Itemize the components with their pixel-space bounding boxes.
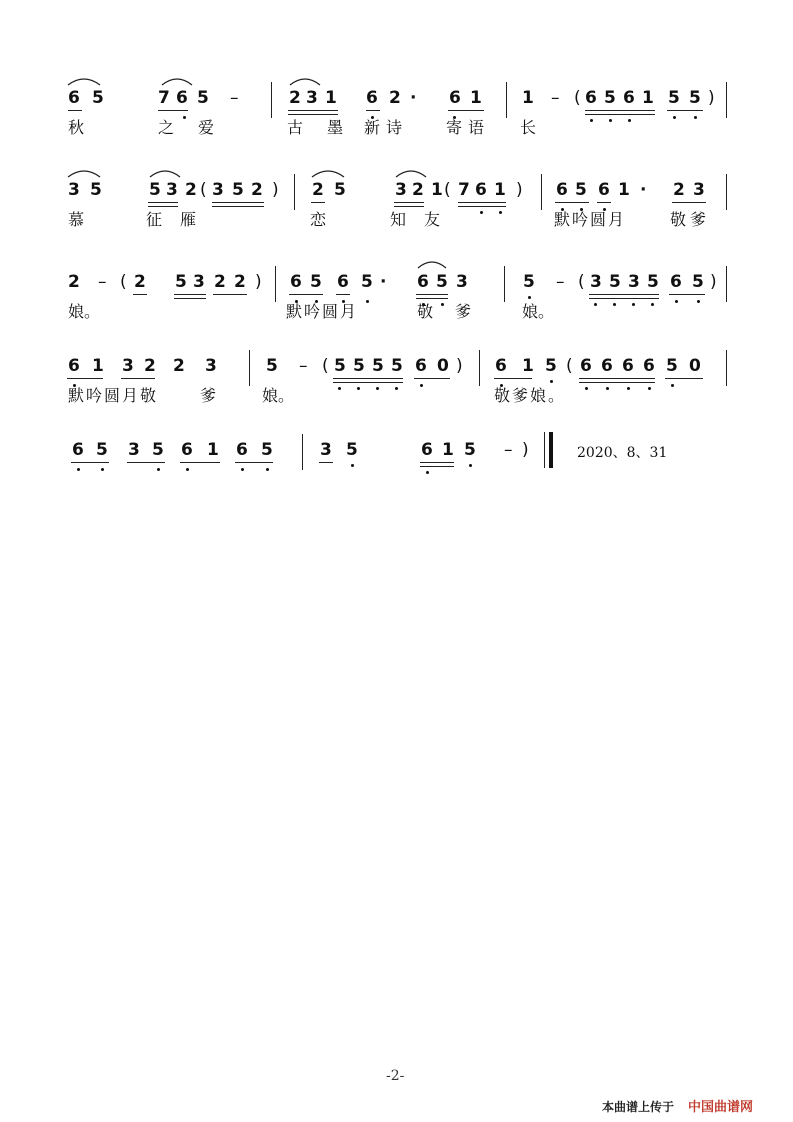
slur — [148, 168, 182, 178]
octave-dot — [420, 384, 423, 387]
dash: – — [504, 440, 513, 460]
underline — [669, 294, 705, 295]
note: 6 — [449, 88, 461, 108]
note: 6 — [601, 356, 613, 376]
note: 5 — [372, 356, 384, 376]
note: 3 — [68, 180, 80, 200]
underline — [416, 294, 448, 295]
upload-credit: 本曲谱上传于 — [602, 1100, 675, 1114]
note: 6 — [290, 272, 302, 292]
octave-dot — [338, 387, 341, 390]
octave-dot — [585, 387, 588, 390]
barline — [302, 434, 303, 470]
lyric: 爹 — [200, 386, 217, 405]
note: 2 — [234, 272, 246, 292]
note: 6 — [475, 180, 487, 200]
note: 1 — [325, 88, 337, 108]
note: 7 — [458, 180, 470, 200]
note: 1 — [642, 88, 654, 108]
note: 6 — [337, 272, 349, 292]
note: 5 — [152, 440, 164, 460]
note: 6 — [68, 356, 80, 376]
lyric: 友 — [424, 210, 441, 229]
system-5 — [0, 432, 793, 512]
note: 3 — [122, 356, 134, 376]
note: 5 — [175, 272, 187, 292]
paren-open: ( — [578, 272, 585, 292]
underline — [333, 382, 403, 383]
paren-open: ( — [574, 88, 581, 108]
barline — [506, 82, 507, 118]
underline — [585, 114, 655, 115]
lyric: 知 — [390, 210, 407, 229]
site-logo[interactable]: 中国曲谱网 — [688, 1100, 754, 1115]
octave-dot — [441, 303, 444, 306]
paren-open: ( — [566, 356, 573, 376]
note: 6 — [556, 180, 568, 200]
note: 3 — [395, 180, 407, 200]
note: 2 — [185, 180, 197, 200]
barline — [271, 82, 272, 118]
octave-dot — [613, 303, 616, 306]
barline — [275, 266, 276, 302]
note: 5 — [92, 88, 104, 108]
note: 6 — [623, 88, 635, 108]
octave-dot — [376, 387, 379, 390]
paren-open: ( — [444, 180, 451, 200]
underline — [333, 378, 403, 379]
underline — [212, 206, 264, 207]
note: 5 — [668, 88, 680, 108]
barline — [249, 350, 250, 386]
note: 1 — [522, 356, 534, 376]
note: 6 — [72, 440, 84, 460]
lyric: 默吟圆月敬 — [68, 386, 159, 405]
underline — [158, 110, 188, 111]
note: 5 — [346, 440, 358, 460]
lyric: 之 — [158, 118, 175, 137]
note: 3 — [590, 272, 602, 292]
paren-close: ) — [710, 272, 717, 292]
lyric: 敬 — [417, 302, 434, 321]
octave-dot — [673, 116, 676, 119]
underline — [579, 382, 655, 383]
dash: – — [299, 356, 308, 376]
underline — [213, 294, 247, 295]
underline — [319, 462, 333, 463]
note: 6 — [670, 272, 682, 292]
dash: – — [98, 272, 107, 292]
lyric: 征 — [146, 210, 163, 229]
dot: · — [640, 180, 647, 200]
lyric: 娘。 — [68, 302, 101, 321]
note: 6 — [643, 356, 655, 376]
octave-dot — [651, 303, 654, 306]
octave-dot — [241, 468, 244, 471]
barline — [726, 82, 727, 118]
underline — [288, 110, 338, 111]
lyric: 默吟圆月 — [554, 210, 627, 229]
underline — [420, 462, 454, 463]
lyric: 雁 — [180, 210, 197, 229]
system-1 — [0, 72, 793, 152]
note: 6 — [421, 440, 433, 460]
barline — [294, 174, 295, 210]
note: 5 — [391, 356, 403, 376]
note: 1 — [207, 440, 219, 460]
note: 3 — [628, 272, 640, 292]
slur — [66, 76, 102, 86]
octave-dot — [648, 387, 651, 390]
underline — [289, 294, 323, 295]
paren-open: ( — [200, 180, 207, 200]
octave-dot — [528, 296, 531, 299]
underline — [394, 206, 424, 207]
note: 5 — [647, 272, 659, 292]
lyric: 诗 — [386, 118, 403, 137]
note: 1 — [470, 88, 482, 108]
note: 2 — [389, 88, 401, 108]
underline — [585, 110, 655, 111]
paren-close: ) — [522, 440, 529, 460]
note: 5 — [361, 272, 373, 292]
underline — [133, 294, 147, 295]
note: 1 — [522, 88, 534, 108]
underline — [148, 202, 178, 203]
lyric: 秋 — [68, 118, 85, 137]
note: 2 — [173, 356, 185, 376]
underline — [71, 462, 109, 463]
underline — [589, 294, 659, 295]
underline — [414, 378, 450, 379]
octave-dot — [186, 468, 189, 471]
octave-dot — [628, 119, 631, 122]
paren-close: ) — [456, 356, 463, 376]
note: 5 — [464, 440, 476, 460]
underline — [416, 298, 448, 299]
lyric: 敬爹 — [670, 210, 711, 229]
dash: – — [551, 88, 560, 108]
system-3 — [0, 256, 793, 336]
octave-dot — [590, 119, 593, 122]
note: 5 — [604, 88, 616, 108]
octave-dot — [183, 116, 186, 119]
note: 5 — [666, 356, 678, 376]
note: 6 — [181, 440, 193, 460]
underline — [589, 298, 659, 299]
underline — [420, 466, 454, 467]
note: 6 — [68, 88, 80, 108]
note: 3 — [166, 180, 178, 200]
note: 5 — [261, 440, 273, 460]
note: 2 — [68, 272, 80, 292]
underline — [366, 110, 380, 111]
note: 6 — [598, 180, 610, 200]
barline — [726, 174, 727, 210]
note: 6 — [622, 356, 634, 376]
note: 1 — [618, 180, 630, 200]
note: 5 — [545, 356, 557, 376]
lyric: 语 — [468, 118, 485, 137]
slur — [288, 76, 322, 86]
lyric: 慕 — [68, 210, 85, 229]
octave-dot — [426, 471, 429, 474]
octave-dot — [366, 300, 369, 303]
note: 3 — [205, 356, 217, 376]
underline — [148, 206, 178, 207]
underline — [597, 202, 611, 203]
underline — [394, 202, 424, 203]
octave-dot — [357, 387, 360, 390]
underline — [667, 110, 703, 111]
note: 2 — [412, 180, 424, 200]
octave-dot — [157, 468, 160, 471]
underline — [672, 202, 706, 203]
note: 3 — [456, 272, 468, 292]
lyric: 爹 — [455, 302, 472, 321]
underline — [68, 110, 82, 111]
note: 5 — [689, 88, 701, 108]
note: 0 — [689, 356, 701, 376]
final-barline-thin — [544, 432, 545, 468]
final-barline-thick — [549, 432, 553, 468]
underline — [579, 378, 655, 379]
note: 3 — [193, 272, 205, 292]
note: 5 — [353, 356, 365, 376]
lyric: 长 — [520, 118, 537, 137]
note: 6 — [415, 356, 427, 376]
note: 2 — [144, 356, 156, 376]
octave-dot — [627, 387, 630, 390]
note: 5 — [149, 180, 161, 200]
note: 2 — [251, 180, 263, 200]
underline — [665, 378, 703, 379]
barline — [504, 266, 505, 302]
underline — [336, 294, 350, 295]
octave-dot — [671, 384, 674, 387]
octave-dot — [606, 387, 609, 390]
note: 5 — [436, 272, 448, 292]
octave-dot — [266, 468, 269, 471]
lyric: 墨 — [327, 118, 344, 137]
octave-dot — [101, 468, 104, 471]
note: 2 — [289, 88, 301, 108]
note: 5 — [310, 272, 322, 292]
octave-dot — [694, 116, 697, 119]
system-4 — [0, 348, 793, 428]
paren-close: ) — [272, 180, 279, 200]
underline — [180, 462, 220, 463]
note: 5 — [575, 180, 587, 200]
note: 5 — [197, 88, 209, 108]
lyric: 爱 — [198, 118, 215, 137]
note: 3 — [693, 180, 705, 200]
page-number: -2- — [386, 1068, 405, 1084]
dash: – — [556, 272, 565, 292]
lyric: 娘。 — [522, 302, 555, 321]
note: 5 — [523, 272, 535, 292]
note: 6 — [176, 88, 188, 108]
note: 5 — [96, 440, 108, 460]
note: 5 — [609, 272, 621, 292]
octave-dot — [594, 303, 597, 306]
lyric: 默吟圆月 — [286, 302, 359, 321]
barline — [726, 266, 727, 302]
underline — [458, 202, 506, 203]
underline — [121, 378, 155, 379]
dot: · — [380, 272, 387, 292]
dot: · — [410, 88, 417, 108]
octave-dot — [77, 468, 80, 471]
note: 3 — [128, 440, 140, 460]
note: 5 — [90, 180, 102, 200]
underline — [174, 294, 206, 295]
note: 3 — [320, 440, 332, 460]
paren-close: ) — [708, 88, 715, 108]
paren-open: ( — [120, 272, 127, 292]
note: 2 — [134, 272, 146, 292]
note: 6 — [495, 356, 507, 376]
note: 6 — [236, 440, 248, 460]
note: 1 — [442, 440, 454, 460]
octave-dot — [351, 464, 354, 467]
note: 6 — [366, 88, 378, 108]
octave-dot — [675, 300, 678, 303]
note: 0 — [437, 356, 449, 376]
lyric: 寄 — [446, 118, 463, 137]
underline — [235, 462, 273, 463]
lyric: 恋 — [310, 210, 327, 229]
note: 2 — [312, 180, 324, 200]
paren-close: ) — [255, 272, 262, 292]
octave-dot — [609, 119, 612, 122]
slur — [394, 168, 428, 178]
underline — [212, 202, 264, 203]
note: 2 — [214, 272, 226, 292]
note: 3 — [306, 88, 318, 108]
note: 5 — [334, 356, 346, 376]
note: 6 — [585, 88, 597, 108]
note: 3 — [212, 180, 224, 200]
underline — [67, 378, 103, 379]
slur — [66, 168, 102, 178]
dash: – — [230, 88, 239, 108]
octave-dot — [469, 464, 472, 467]
octave-dot — [395, 387, 398, 390]
note: 1 — [92, 356, 104, 376]
slur — [416, 259, 448, 269]
note: 6 — [580, 356, 592, 376]
underline — [555, 202, 589, 203]
barline — [726, 350, 727, 386]
barline — [541, 174, 542, 210]
underline — [127, 462, 165, 463]
underline — [288, 114, 338, 115]
paren-close: ) — [516, 180, 523, 200]
note: 5 — [334, 180, 346, 200]
note: 5 — [266, 356, 278, 376]
underline — [448, 110, 484, 111]
lyric: 古 — [287, 118, 304, 137]
paren-open: ( — [322, 356, 329, 376]
lyric: 敬爹娘。 — [494, 386, 567, 405]
slur — [160, 76, 194, 86]
octave-dot — [480, 211, 483, 214]
slur — [310, 168, 346, 178]
note: 1 — [494, 180, 506, 200]
note: 5 — [232, 180, 244, 200]
underline — [311, 202, 325, 203]
barline — [479, 350, 480, 386]
note: 6 — [417, 272, 429, 292]
underline — [458, 206, 506, 207]
octave-dot — [632, 303, 635, 306]
note: 5 — [692, 272, 704, 292]
lyric: 新 — [364, 118, 381, 137]
note: 7 — [158, 88, 170, 108]
underline — [494, 378, 532, 379]
octave-dot — [697, 300, 700, 303]
octave-dot — [550, 380, 553, 383]
date: 2020、8、31 — [577, 445, 668, 461]
octave-dot — [499, 211, 502, 214]
lyric: 娘。 — [262, 386, 295, 405]
system-2 — [0, 164, 793, 244]
note: 2 — [673, 180, 685, 200]
underline — [174, 298, 206, 299]
note: 1 — [431, 180, 443, 200]
